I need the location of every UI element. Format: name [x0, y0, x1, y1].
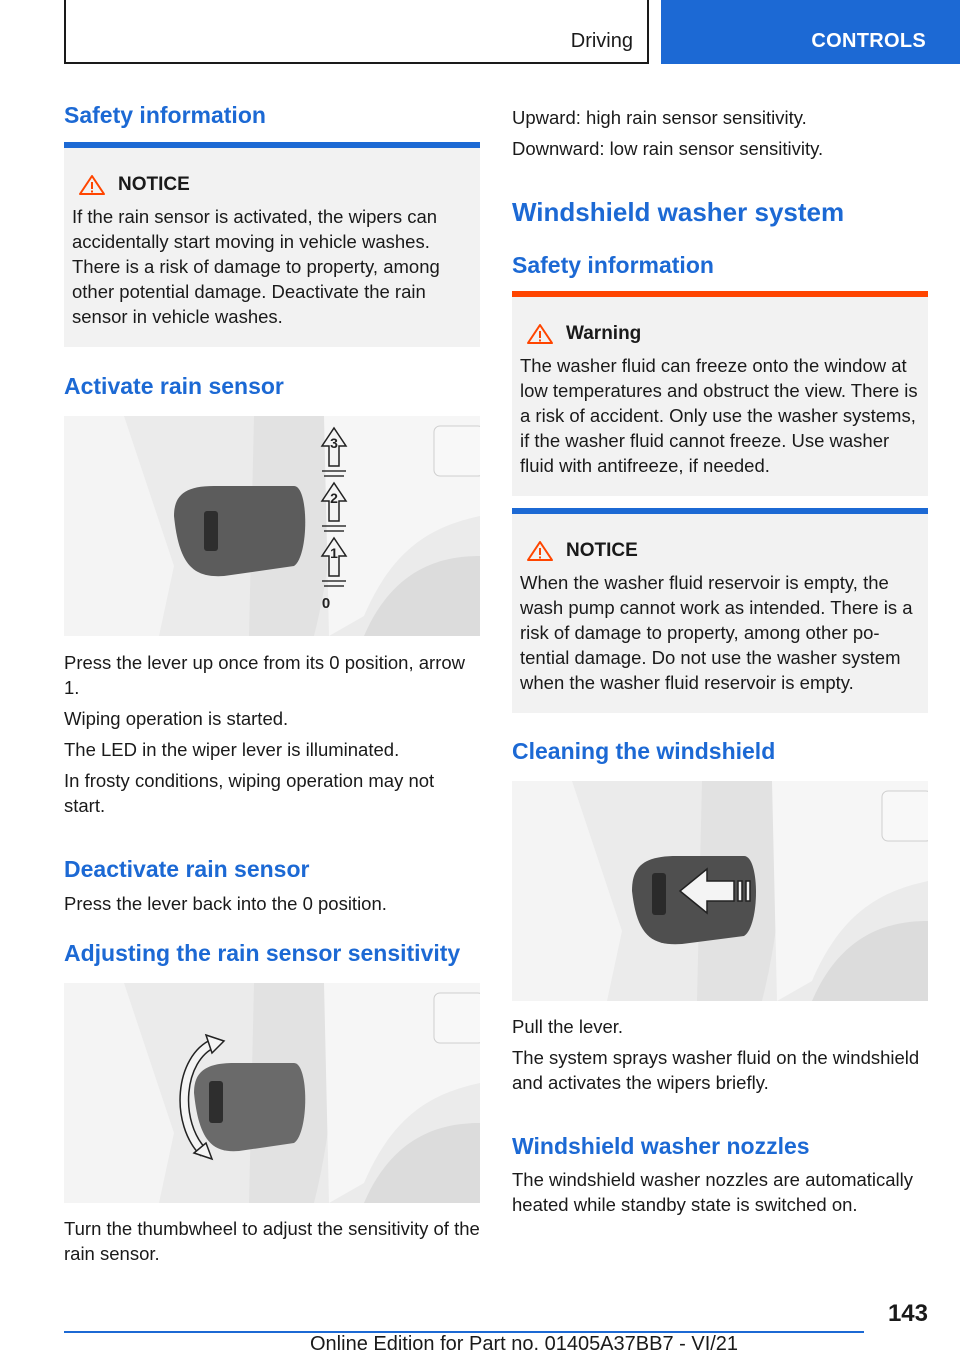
washer-nozzles-heading: Windshield washer nozzles: [512, 1133, 810, 1159]
header-section-label: Driving: [570, 30, 633, 52]
warning-triangle-icon: [78, 174, 106, 196]
cleaning-instruction-1: Pull the lever.: [512, 1016, 624, 1037]
arrow-label-3: 3: [330, 435, 338, 451]
warning-triangle-icon: [526, 323, 554, 345]
deactivate-instruction: Press the lever back into the 0 position.: [64, 893, 387, 914]
page-number: 143: [887, 1300, 928, 1327]
arrow-label-1: 1: [330, 545, 338, 561]
warning-label: Warning: [566, 323, 642, 344]
cleaning-windshield-heading: Cleaning the windshield: [512, 738, 776, 764]
notice-box-rain-sensor: [64, 142, 480, 347]
notice-title: [520, 538, 920, 564]
activate-instruction-3: The LED in the wiper lever is illuminated.: [64, 739, 400, 760]
header-section-tab: [64, 0, 649, 64]
header-chapter-label: CONTROLS: [811, 30, 926, 52]
deactivate-rain-sensor-heading: Deactivate rain sensor: [64, 856, 310, 882]
adjust-sensitivity-heading: Adjusting the rain sensor sensitivity: [64, 940, 461, 966]
notice-box-washer-reservoir: [512, 508, 928, 713]
downward-sensitivity-text: Downward: low rain sensor sensitivity.: [512, 138, 824, 159]
activate-rain-sensor-heading: Activate rain sensor: [64, 373, 284, 399]
edition-info: Online Edition for Part no. 01405A37BB7 - VI/21: [310, 1333, 739, 1355]
rain-sensor-lever-image: [64, 416, 480, 636]
notice-text: If the rain sensor is activated, the wipers can accidentally start moving in vehicle washes. There is a risk of damage to property, among other potential damage. Deactivate the rain sensor in vehicle washes.: [72, 206, 440, 327]
activate-instruction-2: Wiping operation is started.: [64, 708, 289, 729]
notice-title: [72, 172, 472, 198]
arrow-label-2: 2: [330, 490, 338, 506]
windshield-washer-heading: Windshield washer system: [512, 197, 845, 227]
washer-nozzles-text: The windshield washer nozzles are automatically heated while standby state is switched on.: [512, 1169, 914, 1215]
position-label-0: 0: [321, 595, 331, 612]
safety-information-heading: Safety information: [64, 102, 266, 128]
header-chapter-tab: [661, 0, 960, 64]
notice-label: NOTICE: [118, 174, 190, 195]
warning-triangle-icon: [526, 540, 554, 562]
washer-lever-image: [512, 781, 928, 1001]
washer-safety-heading: Safety information: [512, 252, 714, 278]
activate-instruction-4: In frosty conditions, wiping operation may not start.: [64, 770, 435, 816]
warning-box-washer-freeze: [512, 291, 928, 496]
notice-label: NOTICE: [566, 540, 638, 561]
adjust-instruction: Turn the thumbwheel to adjust the sensitivity of the rain sensor.: [64, 1218, 480, 1264]
warning-title: [520, 321, 920, 347]
thumbwheel-image: [64, 983, 480, 1203]
activate-instruction-1: Press the lever up once from its 0 position, arrow 1.: [64, 652, 466, 698]
warning-text: The washer fluid can freeze onto the window at low temperatures and obstruct the view. There is a risk of accident. Only use the washer systems, if the washer fluid cannot freeze. Use washer fluid with antifreeze, if needed.: [520, 355, 918, 476]
upward-sensitivity-text: Upward: high rain sensor sensitivity.: [512, 107, 807, 128]
cleaning-instruction-2: The system sprays washer fluid on the windshield and activates the wipers briefly.: [512, 1047, 920, 1093]
notice-text: When the washer fluid reservoir is empty, the wash pump cannot work as intended. There is a risk of damage to property, among other potential damage. Do not use the washer system when the washer fluid reservoir is empty.: [520, 572, 913, 693]
